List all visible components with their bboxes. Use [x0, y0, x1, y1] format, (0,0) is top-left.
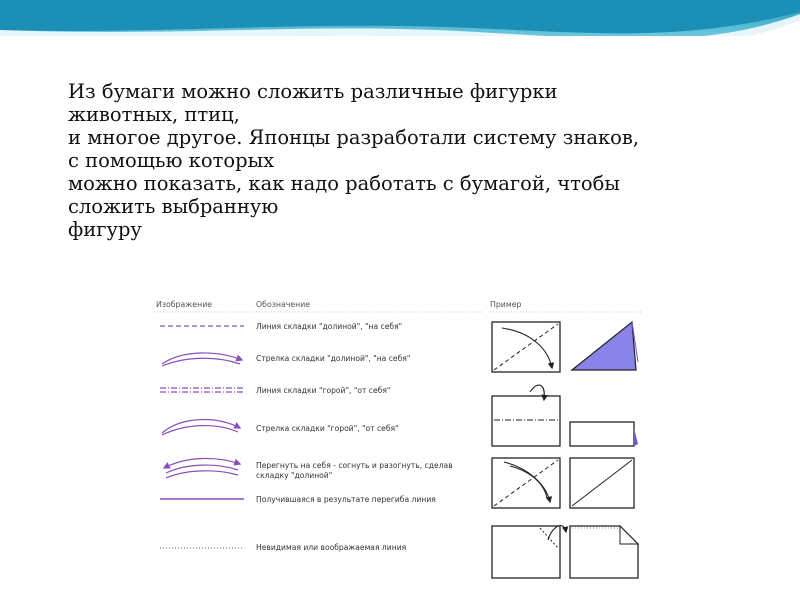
diagram-graphics	[152, 292, 650, 584]
paragraph-line: и многое другое. Японцы разработали систему знаков,	[68, 126, 640, 149]
paragraph-line: Из бумаги можно сложить различные фигурки	[68, 80, 558, 103]
row-label-crease-result: Получившаяся в результате перегиба линия	[256, 495, 436, 504]
row-label-mountain-line: Линия складки "горой", "от себя"	[256, 386, 391, 395]
mountain-fold-arrow-symbol	[162, 420, 240, 433]
row-label-mountain-arrow: Стрелка складки "горой", "от себя"	[256, 424, 399, 433]
row-label-fold-unfold-2: складку "долиной"	[256, 471, 333, 480]
fold-unfold-arrow-symbol	[164, 458, 240, 468]
header-wave-decoration	[0, 0, 800, 70]
example-folded-triangle	[572, 322, 636, 370]
paragraph-line: с помощью которых	[68, 149, 275, 172]
row-label-valley-line: Линия складки "долиной", "на себя"	[256, 322, 403, 331]
intro-paragraph	[68, 80, 758, 241]
header-example: Пример	[490, 300, 522, 309]
row-label-invisible-line: Невидимая или воображаемая линия	[256, 543, 407, 552]
example-square-2	[492, 396, 560, 446]
paragraph-line: фигуру	[68, 218, 142, 241]
example-folded-rect	[570, 422, 634, 446]
paragraph-line: можно показать, как надо работать с бумагой, чтобы	[68, 172, 620, 195]
header-designation: Обозначение	[256, 300, 311, 309]
row-label-fold-unfold: Перегнуть на себя - согнуть и разогнуть, сделав	[256, 461, 453, 470]
header-image: Изображение	[156, 300, 213, 309]
paragraph-line: сложить выбранную	[68, 195, 279, 218]
paragraph-line: животных, птиц,	[68, 103, 240, 126]
row-label-valley-arrow: Стрелка складки "долиной", "на себя"	[256, 354, 411, 363]
origami-symbols-diagram	[152, 292, 650, 584]
